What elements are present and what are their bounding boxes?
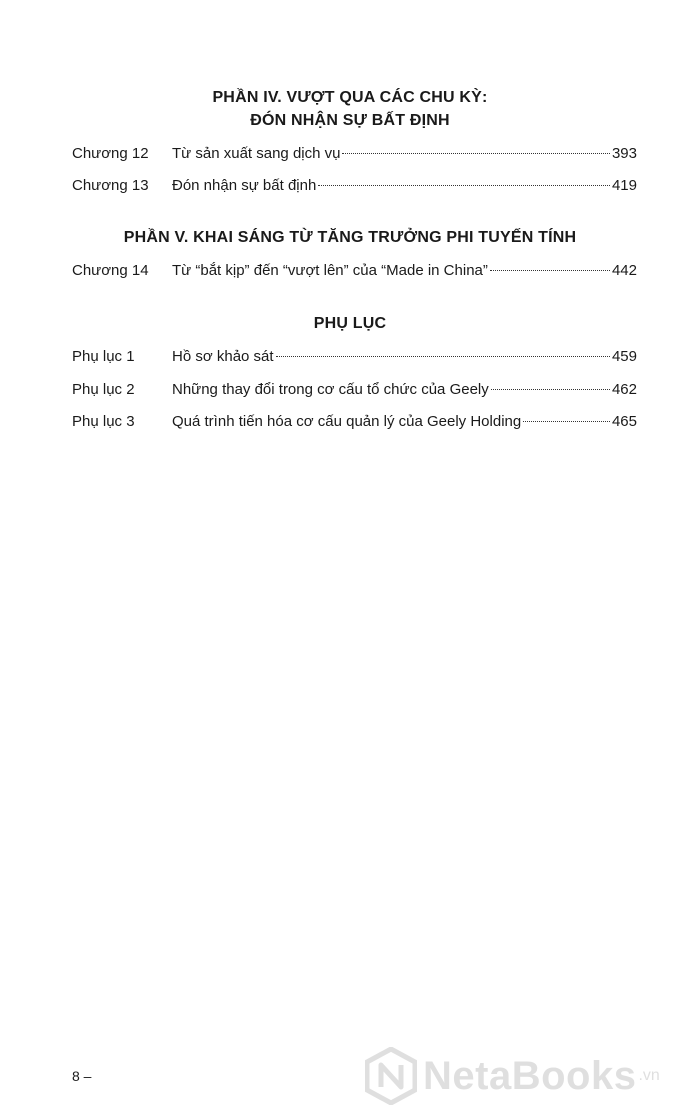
toc-entry-page: 393 — [611, 145, 637, 162]
toc-entry-label: Chương 14 — [72, 262, 149, 279]
dot-leader — [318, 185, 610, 186]
dot-leader — [490, 270, 610, 271]
watermark — [365, 1046, 685, 1106]
toc-entry-page: 462 — [611, 381, 637, 398]
dot-leader — [342, 153, 610, 154]
toc-entry[interactable] — [72, 143, 637, 165]
toc-entry-label: Phụ lục 2 — [72, 381, 135, 398]
part-4-title-line-1: PHẦN IV. VƯỢT QUA CÁC CHU KỲ: — [212, 89, 488, 106]
toc-entry-title: Từ sản xuất sang dịch vụ — [172, 145, 341, 162]
watermark-text: NetaBooks — [423, 1053, 637, 1098]
toc-entry-page: 419 — [611, 177, 637, 194]
netabooks-logo-icon — [365, 1047, 417, 1105]
toc-entry-title: Từ “bắt kịp” đến “vượt lên” của “Made in China” — [172, 262, 488, 279]
toc-entry-title: Quá trình tiến hóa cơ cấu quản lý của Geely Holding — [172, 413, 522, 430]
dot-leader — [491, 389, 610, 390]
part-4-title-line-2: ĐÓN NHẬN SỰ BẤT ĐỊNH — [250, 112, 450, 129]
toc-entry[interactable] — [72, 346, 637, 368]
toc-entry-label: Phụ lục 3 — [72, 413, 135, 430]
toc-entry-label: Chương 13 — [72, 177, 149, 194]
toc-entry-title: Đón nhận sự bất định — [172, 177, 317, 194]
toc-entry[interactable] — [72, 411, 637, 433]
appendix-title: PHỤ LỤC — [313, 315, 387, 332]
toc-entry[interactable] — [72, 175, 637, 197]
toc-entry-page: 442 — [611, 262, 637, 279]
dot-leader — [276, 356, 610, 357]
dot-leader — [523, 421, 610, 422]
toc-entry-page: 459 — [611, 348, 637, 365]
toc-entry-title: Những thay đổi trong cơ cấu tổ chức của Geely — [172, 381, 489, 398]
part-5-title: PHẦN V. KHAI SÁNG TỪ TĂNG TRƯỞNG PHI TUYẾN TÍNH — [123, 229, 577, 246]
watermark-suffix: .vn — [638, 1067, 660, 1084]
toc-entry-page: 465 — [611, 413, 637, 430]
toc-entry-label: Chương 12 — [72, 145, 149, 162]
toc-entry-title: Hồ sơ khảo sát — [172, 348, 274, 365]
toc-entry[interactable] — [72, 260, 637, 282]
page-number: 8 – — [72, 1068, 92, 1084]
toc-entry[interactable] — [72, 379, 637, 401]
toc-entry-label: Phụ lục 1 — [72, 348, 135, 365]
